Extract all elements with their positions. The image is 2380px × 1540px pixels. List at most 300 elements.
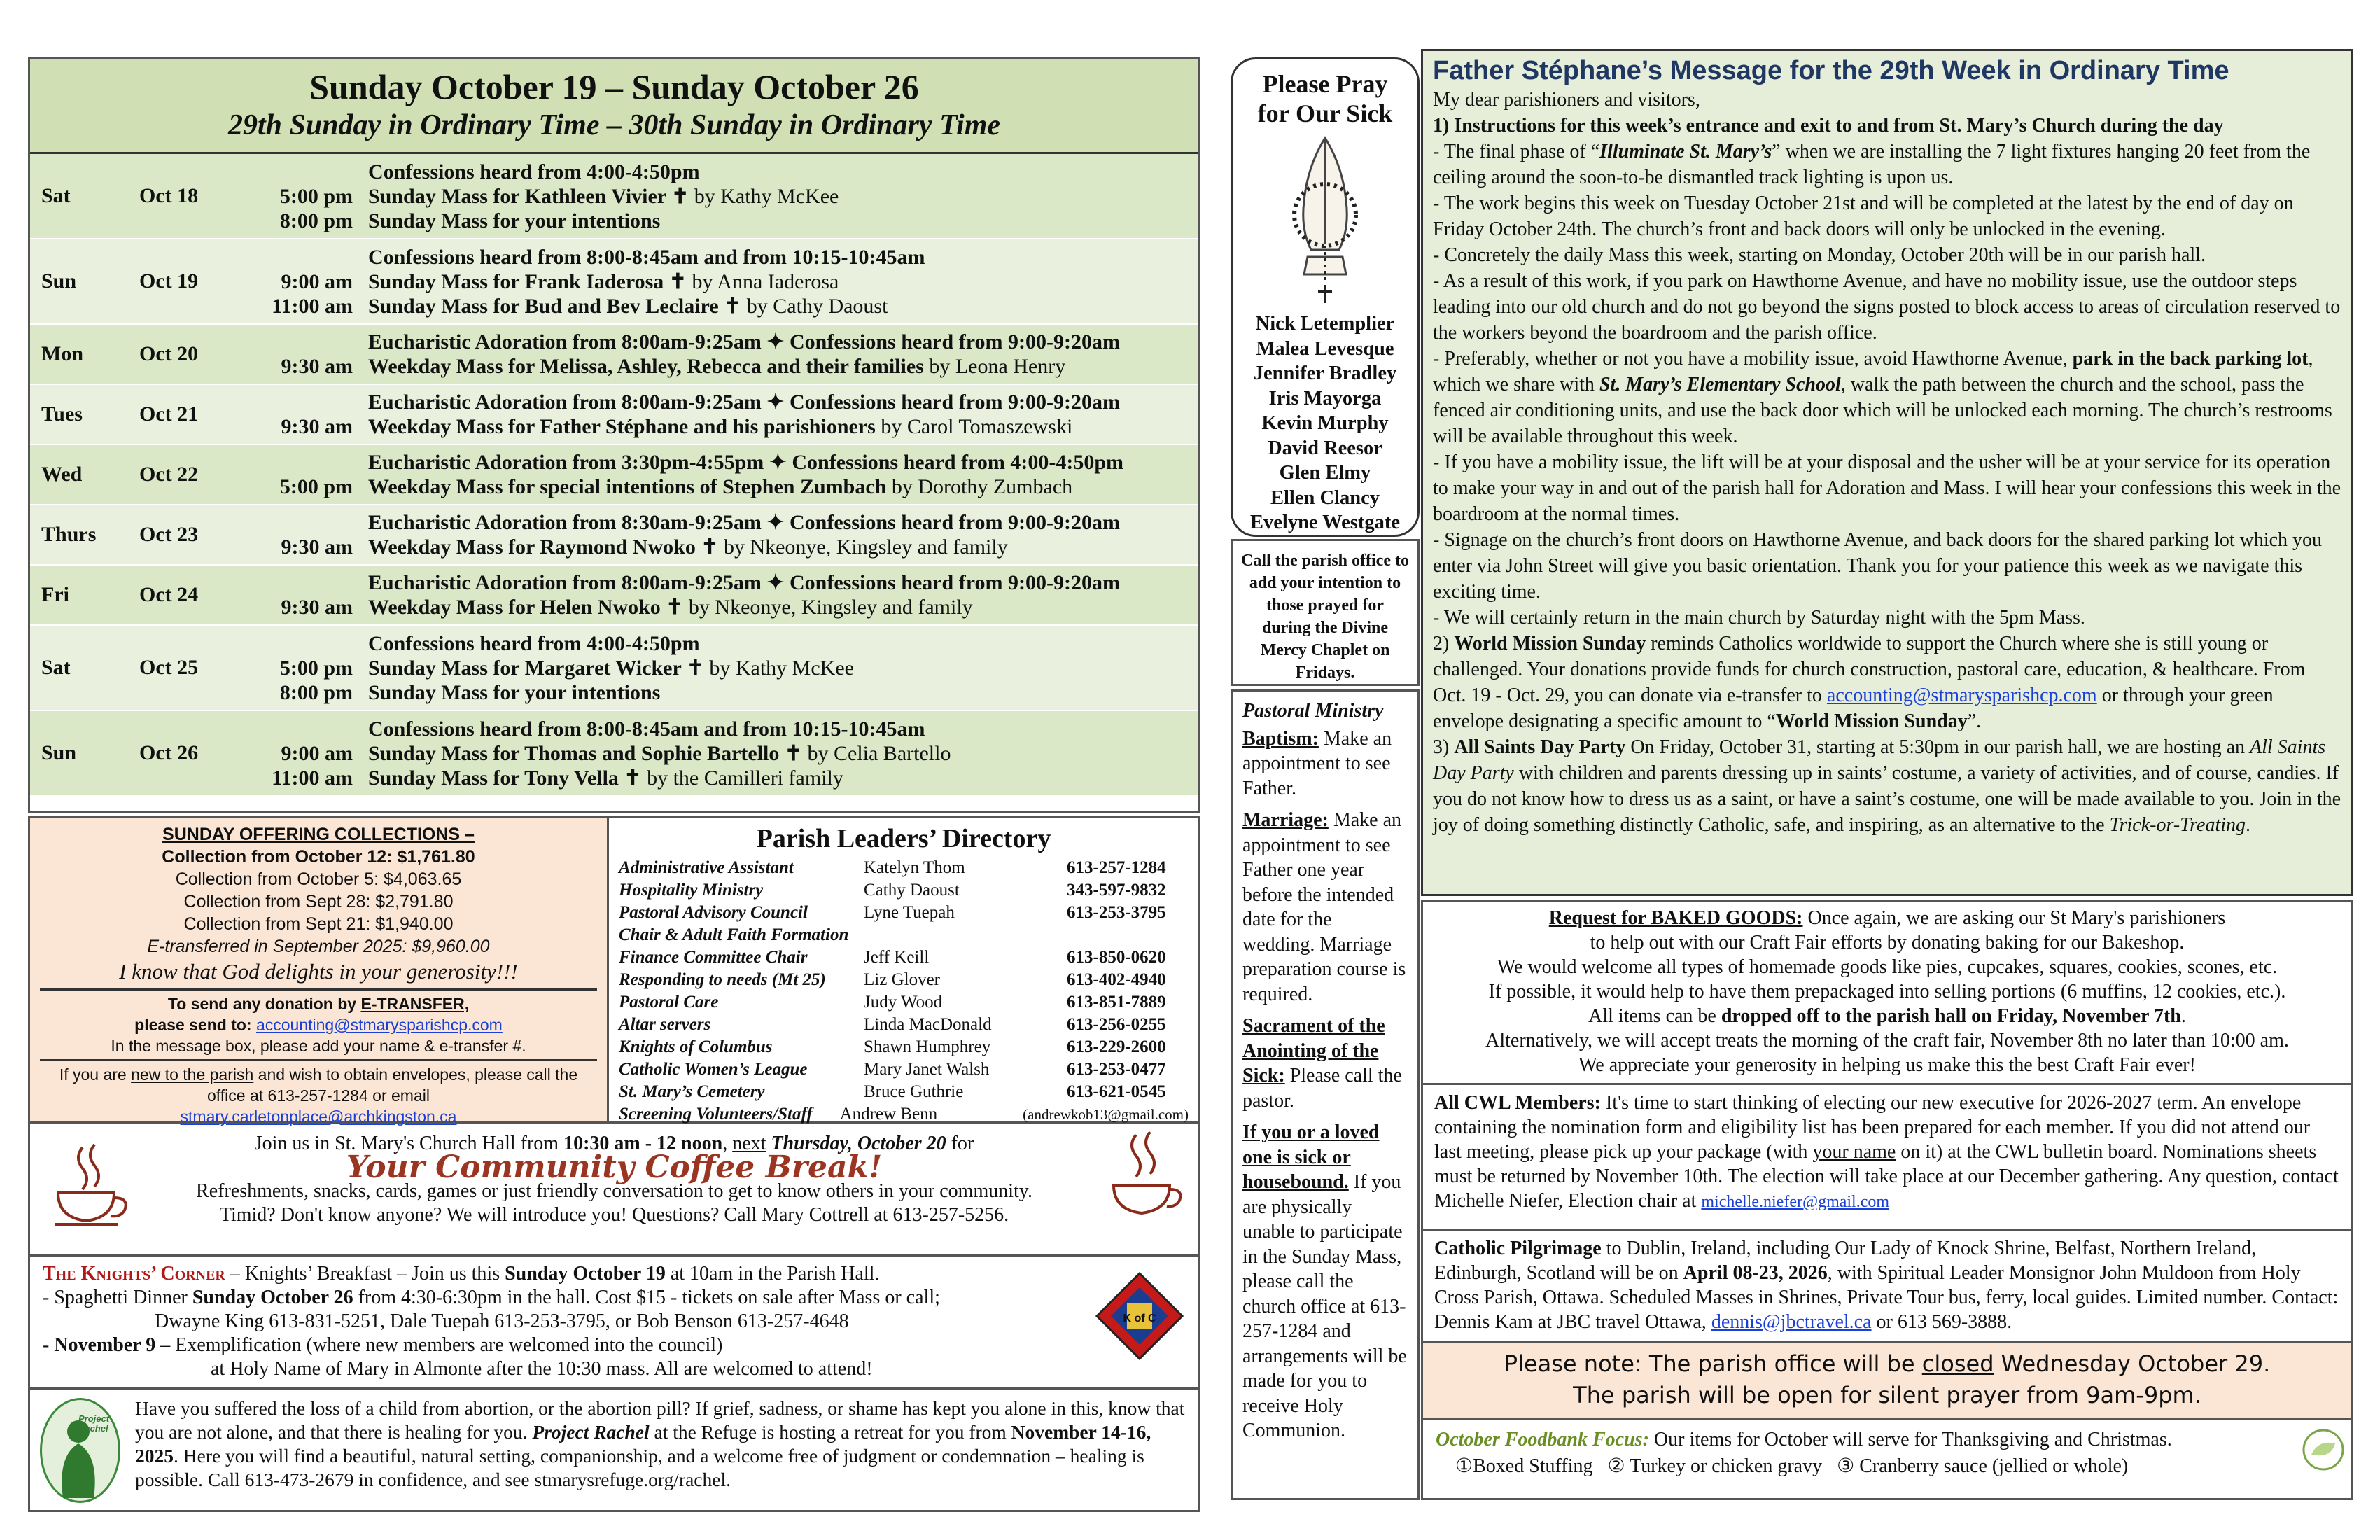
schedule-line [368, 631, 1198, 656]
schedule-line-text: Weekday Mass for Father Stéphane and his parishioners [368, 415, 876, 438]
schedule-day: Thurs [41, 523, 97, 546]
schedule-times [241, 510, 368, 559]
schedule-lines [368, 631, 1198, 705]
schedule-line-by: by Dorothy Zumbach [886, 475, 1073, 498]
knights-line-1 [43, 1262, 1186, 1286]
text: The church’s front and back doors will only be unlocked in the evening. [1601, 218, 2166, 240]
pilgrimage-heading: Catholic Pilgrimage [1434, 1238, 1602, 1259]
schedule-line [368, 294, 1198, 318]
schedule-row [30, 385, 1198, 445]
directory-phone: 613-229-2600 [1067, 1037, 1166, 1056]
schedule-line [368, 330, 1198, 354]
schedule-row [30, 711, 1198, 797]
schedule-line-text: Sunday Mass for your intentions [368, 680, 661, 704]
directory-role: Responding to needs (Mt 25) [619, 970, 826, 989]
mass-time: 5:00 pm [279, 184, 353, 208]
sick-name: Nick Letemplier [1255, 313, 1395, 335]
schedule-line-by: by Nkeonye, Kingsley and family [683, 596, 973, 619]
directory-row [619, 924, 1189, 946]
text: – Exemplification (where new members are welcomed into the council) [155, 1334, 723, 1356]
date-text: April 08-23, 2026 [1683, 1262, 1828, 1284]
schedule-line-text: Sunday Mass for your intentions [368, 209, 661, 232]
knights-title: The Knights’ Corner [43, 1263, 225, 1284]
directory-person [864, 924, 1067, 946]
schedule-date: Oct 23 [139, 523, 199, 546]
schedule-row [30, 626, 1198, 711]
food-items [1436, 1453, 2339, 1480]
schedule-line [368, 595, 1198, 620]
mass-time: 9:30 am [281, 415, 353, 438]
new-parishioner-info [30, 1064, 607, 1127]
schedule-line [368, 656, 1198, 680]
schedule-day: Fri [41, 583, 69, 606]
text: - The work begins this week on Tuesday October 21st and will be completed at the latest by the end of day on Friday October 24th. [1433, 192, 2294, 240]
schedule-date: Oct 22 [139, 463, 199, 486]
directory-person: Mary Janet Walsh [864, 1060, 990, 1079]
greeting: My dear parishioners and visitors, [1433, 89, 1700, 111]
anointing-info [1242, 1014, 1408, 1113]
schedule-times [241, 450, 368, 499]
schedule-lines [368, 245, 1198, 318]
directory-row [619, 1036, 1189, 1058]
schedule-day: Mon [41, 342, 83, 365]
schedule-times [241, 330, 368, 379]
sick-names-list [1233, 312, 1418, 536]
text: Make an appointment to see Father one year before the intended date for the wedding. Marriage preparation course is required. [1242, 809, 1406, 1005]
schedule-line [368, 245, 1198, 270]
baked-line: If possible, it would help to have them prepackaged into selling portions (6 muffins, 12 cookies, etc.). [1488, 981, 2286, 1002]
donate-text: To send any donation by [167, 995, 361, 1013]
sick-name: David Reesor [1268, 437, 1382, 459]
directory-role: Pastoral Advisory Council [619, 903, 808, 922]
schedule-line-text: Eucharistic Adoration from 8:30am-9:25am ✦ Confessions heard from 9:00-9:20am [368, 511, 1120, 534]
schedule-line [368, 680, 1198, 705]
schedule-line [368, 766, 1198, 790]
schedule-date: Oct 25 [139, 656, 199, 679]
schedule-line-text: Weekday Mass for special intentions of Stephen Zumbach [368, 475, 887, 498]
marriage-heading: Marriage: [1242, 809, 1329, 831]
schedule-line-text: Eucharistic Adoration from 8:00am-9:25am ✦ Confessions heard from 9:00-9:20am [368, 330, 1120, 354]
accounting-email-link[interactable]: accounting@stmarysparishcp.com [1826, 685, 2097, 706]
offering-collections [28, 816, 609, 1124]
schedule-day: Sun [41, 741, 77, 764]
text: - [43, 1334, 55, 1356]
schedule-lines [368, 510, 1198, 559]
directory-row [619, 879, 1189, 902]
schedule-line-by: by Cathy Daoust [741, 294, 888, 318]
collection-etransfer: E-transferred in September 2025: $9,960.00 [147, 937, 490, 956]
schedule-times [241, 631, 368, 705]
mass-time: 9:30 am [281, 355, 353, 378]
text: St. Mary’s Elementary School [1599, 374, 1841, 396]
sick-name: Iris Mayorga [1268, 387, 1382, 410]
mass-schedule [28, 57, 1200, 813]
text: . [2246, 814, 2251, 836]
mass-time: 5:00 pm [279, 656, 353, 680]
directory-role: Pastoral Care [619, 993, 719, 1011]
schedule-times [241, 245, 368, 318]
schedule-lines [368, 330, 1198, 379]
directory-role: Administrative Assistant [619, 858, 794, 877]
project-rachel-logo-icon [40, 1398, 120, 1503]
sick-name: Evelyne Westgate [1250, 512, 1400, 533]
schedule-row [30, 325, 1198, 385]
text: at 10am in the Parish Hall. [665, 1263, 880, 1284]
date-text: November 9 [54, 1334, 156, 1356]
divine-mercy-notice: Call the parish office to add your intention to those prayed for during the Divine Mercy Chaplet on Fridays. [1231, 539, 1420, 686]
donate-email-link[interactable]: accounting@stmarysparishcp.com [255, 1016, 503, 1034]
donate-text: please send to: [134, 1016, 256, 1034]
text: your name [1812, 1141, 1896, 1163]
schedule-times [241, 390, 368, 439]
divider [40, 988, 597, 990]
schedule-row [30, 505, 1198, 566]
sick-name: Kevin Murphy [1261, 412, 1389, 434]
directory-person: Lyne Tuepah [864, 903, 955, 922]
schedule-day: Sat [41, 184, 71, 207]
schedule-line-by: by Carol Tomaszewski [875, 415, 1073, 438]
directory-role: Chair & Adult Faith Formation [619, 925, 849, 944]
directory-person: Shawn Humphrey [864, 1037, 991, 1056]
father-message [1421, 49, 2353, 896]
marriage-info [1242, 808, 1408, 1007]
mass-time: 9:00 am [281, 741, 353, 765]
text: from 4:30-6:30pm in the hall. Cost $15 - tickets on sale after Mass or call; [353, 1287, 940, 1308]
text: . [2180, 1005, 2186, 1027]
foodbank-logo-icon [2302, 1428, 2345, 1471]
mass-time: 8:00 pm [279, 209, 353, 232]
mass-time: 9:00 am [281, 270, 353, 293]
schedule-rows [30, 154, 1198, 797]
text: Join us in St. Mary's Church Hall from [254, 1133, 564, 1154]
schedule-line [368, 414, 1198, 439]
text: . Here you will find a beautiful, natural setting, companionship, and a welcome free of judgment or condemnation – healing is possible. Call 613-473-2679 in confidence, and see stmarysrefuge.org/rachel. [135, 1445, 1144, 1490]
schedule-line-by: by the Camilleri family [641, 766, 844, 790]
schedule-date: Oct 21 [139, 402, 199, 426]
text: If you are physically unable to participate in the Sunday Mass, please call the church office at 613-257-1284 and arrangements will be made for you to receive Holy Communion. [1242, 1171, 1407, 1441]
message-paragraph [1433, 139, 2342, 190]
text: to Dublin, Ireland, including Our Lady of Knock Shrine, Belfast, Northern Ireland, Edinburgh, Scotland will be on [1434, 1238, 2257, 1284]
praying-hands-rosary-icon [1276, 131, 1374, 306]
schedule-row [30, 154, 1198, 239]
donate-etransfer: E-TRANSFER, [360, 995, 470, 1013]
schedule-line-by: by Leona Henry [923, 355, 1066, 378]
time-text: 10:30 am - 12 noon [564, 1133, 723, 1154]
mass-time: 11:00 am [272, 294, 353, 318]
schedule-row [30, 445, 1198, 505]
schedule-line-text: Weekday Mass for Helen Nwoko ✝ [368, 596, 684, 619]
schedule-date: Oct 18 [139, 184, 199, 207]
instructions-heading: 1) Instructions for this week’s entrance and exit to and from St. Mary’s Church during the day [1433, 115, 2224, 136]
directory-role: Catholic Women’s League [619, 1060, 808, 1079]
project-rachel-text: Project Rachel [532, 1421, 650, 1443]
mass-time: 8:00 pm [279, 680, 353, 704]
food-title: October Foodbank Focus: [1436, 1429, 1649, 1450]
date-text: November 14-16, 2025 [135, 1421, 1152, 1466]
cwl-heading: All CWL Members: [1434, 1092, 1601, 1114]
schedule-line-text: Sunday Mass for Margaret Wicker ✝ [368, 656, 704, 680]
text: Once again, we are asking our St Mary's parishioners [1802, 907, 2226, 929]
coffee-cup-icon [51, 1140, 135, 1231]
baked-line: We would welcome all types of homemade goods like pies, cupcakes, squares, cookies, scones, etc. [1497, 956, 2278, 978]
directory-phone: 613-253-3795 [1067, 903, 1166, 922]
directory-phone: 613-402-4940 [1067, 970, 1166, 989]
text: - The final phase of “ [1433, 141, 1600, 162]
collection-line: Collection from Sept 28: $2,791.80 [183, 892, 454, 911]
message-paragraph: - We will certainly return in the main church by Saturday night with the 5pm Mass. [1433, 607, 2085, 629]
schedule-line-by: by Kathy McKee [704, 656, 854, 680]
directory-title: Parish Leaders’ Directory [756, 824, 1051, 853]
schedule-times [241, 717, 368, 790]
directory-person: Linda MacDonald [864, 1015, 992, 1034]
schedule-day: Sat [41, 656, 71, 679]
date-text: Sunday October 19 [505, 1263, 666, 1284]
directory-row [619, 857, 1189, 879]
directory-phone: 613-257-1284 [1067, 858, 1166, 877]
knights-corner [28, 1256, 1200, 1390]
directory-row [619, 1103, 1189, 1126]
schedule-line [368, 475, 1198, 499]
schedule-line-by: by Kathy McKee [689, 184, 839, 208]
baked-line: to help out with our Craft Fair efforts by donating baking for our Bakeshop. [1590, 932, 2185, 953]
food-item: ①Boxed Stuffing [1455, 1455, 1593, 1477]
pilgrimage-email-link[interactable]: dennis@jbctravel.ca [1711, 1311, 1872, 1333]
directory-phone: 613-850-0620 [1067, 948, 1166, 967]
message-paragraph [1433, 346, 2342, 449]
text: 2) [1433, 633, 1455, 654]
directory-phone: 613-253-0477 [1067, 1060, 1166, 1079]
schedule-row [30, 239, 1198, 325]
schedule-line [368, 270, 1198, 294]
schedule-line [368, 450, 1198, 475]
schedule-line-by: by Anna Iaderosa [686, 270, 839, 293]
message-paragraph [1433, 631, 2342, 734]
text: ” when we are installing the 7 light fixtures hanging 20 feet from the ceiling around the soon-to-be dismantled track lighting is upon us. [1433, 141, 2311, 188]
schedule-line [368, 160, 1198, 184]
coffee-break-notice [28, 1124, 1200, 1256]
schedule-line-text: Confessions heard from 4:00-4:50pm [368, 160, 700, 183]
schedule-line [368, 741, 1198, 766]
schedule-header [30, 59, 1198, 154]
directory-person: Andrew Benn [839, 1105, 938, 1124]
text: dropped off to the parish hall on Friday, November 7th [1721, 1005, 2181, 1027]
sick-info [1242, 1120, 1408, 1443]
schedule-date: Oct 20 [139, 342, 199, 365]
schedule-lines [368, 450, 1198, 499]
message-paragraph: - Signage on the church’s front doors on Hawthorne Avenue, and back doors for the shared parking lot which you enter via John Street will give you basic orientation. Thank you for your patience this week as we navigate this exciting time. [1433, 529, 2323, 603]
food-line-1 [1436, 1427, 2339, 1453]
knights-line-4 [43, 1334, 1186, 1357]
pray-title: Please Pray for Our Sick [1257, 70, 1393, 127]
text: Our items for October will serve for Thanksgiving and Christmas. [1648, 1429, 2172, 1450]
directory-row [619, 1058, 1189, 1081]
schedule-lines [368, 390, 1198, 439]
foodbank-focus [1421, 1420, 2353, 1500]
text: closed [1921, 1350, 1994, 1377]
schedule-line-text: Sunday Mass for Bud and Bev Leclaire ✝ [368, 294, 742, 318]
message-paragraph: - If you have a mobility issue, the lift will be at your disposal and the usher will be at your service for its operation to make your way in and out of the parish hall for Adoration and Mass. I will hear your confessions this week in the boardroom at the normal times. [1433, 451, 2342, 525]
text: Please call the pastor. [1242, 1065, 1402, 1112]
baked-line [1423, 906, 2351, 930]
directory-role: Hospitality Ministry [619, 881, 764, 899]
schedule-line [368, 570, 1198, 595]
schedule-line-text: Confessions heard from 8:00-8:45am and from 10:15-10:45am [368, 245, 925, 269]
office-closed-note [1421, 1343, 2353, 1420]
parish-leaders-directory [609, 816, 1200, 1124]
schedule-date: Oct 26 [139, 741, 199, 764]
donation-instructions [30, 993, 607, 1056]
note-line [1423, 1348, 2351, 1380]
text: Illuminate St. Mary’s [1600, 141, 1772, 162]
baptism-info [1242, 727, 1408, 802]
baked-goods-request [1421, 899, 2353, 1085]
schedule-row [30, 566, 1198, 626]
schedule-date: Oct 19 [139, 270, 199, 293]
text: 3) [1433, 736, 1455, 758]
text: or 613 569-3888. [1871, 1311, 2012, 1333]
directory-person: Cathy Daoust [864, 881, 960, 899]
food-item: ② Turkey or chicken gravy [1607, 1455, 1823, 1477]
new-text: and wish to obtain envelopes, please call the office at 613-257-1284 or email [207, 1065, 578, 1105]
directory-person: Judy Wood [864, 993, 943, 1011]
office-email-link[interactable]: stmary.carletonplace@archkingston.ca [180, 1107, 457, 1126]
date-text: Thursday, October 20 [771, 1133, 946, 1154]
text: with children and parents dressing up in saints’ costume, a variety of activities, and of course, candies. If you do not know how to dress us as a saint, or have a saint’s costume, one will be made available to you. Join in the joy of doing something distinctly Catholic, safe, and inspiring, as an alternative to the [1433, 762, 2342, 836]
text: The church’s restrooms will be available throughout this week. [1433, 400, 2332, 447]
schedule-title: Sunday October 19 – Sunday October 26 [309, 67, 919, 106]
schedule-line [368, 209, 1198, 233]
directory-row [619, 991, 1189, 1014]
schedule-line-text: Eucharistic Adoration from 8:00am-9:25am ✦ Confessions heard from 9:00-9:20am [368, 571, 1120, 594]
pastoral-ministry [1231, 690, 1420, 1500]
anointing-heading: Sacrament of the Anointing of the Sick: [1242, 1015, 1385, 1086]
baked-line: Alternatively, we will accept treats the morning of the craft fair, November 8th no later than 10:00 am. [1485, 1030, 2289, 1051]
schedule-day: Tues [41, 402, 83, 426]
message-paragraph: - Concretely the daily Mass this week, starting on Monday, October 20th will be in our parish hall. [1433, 244, 2206, 266]
sick-name: Jennifer Bradley [1253, 363, 1397, 384]
sick-heading: If you or a loved one is sick or housebound. [1242, 1121, 1380, 1193]
mass-time: 11:00 am [272, 766, 353, 790]
baked-line: We appreciate your generosity in helping us make this the best Craft Fair ever! [1578, 1054, 2196, 1076]
directory-role: Screening Volunteers/Staff [619, 1105, 813, 1124]
schedule-line-text: Sunday Mass for Tony Vella ✝ [368, 766, 642, 790]
mass-time: 5:00 pm [279, 475, 353, 498]
schedule-subtitle: 29th Sunday in Ordinary Time – 30th Sunday in Ordinary Time [227, 109, 1001, 141]
project-rachel-notice [28, 1390, 1200, 1512]
directory-person: Jeff Keill [864, 948, 930, 967]
schedule-times [241, 570, 368, 620]
schedule-line [368, 717, 1198, 741]
schedule-day: Wed [41, 463, 83, 486]
text: next [732, 1133, 766, 1154]
food-item: ③ Cranberry sauce (jellied or whole) [1837, 1455, 2129, 1477]
father-message-title: Father Stéphane’s Message for the 29th Week in Ordinary Time [1433, 56, 2230, 85]
schedule-lines [368, 570, 1198, 620]
text: – Knights’ Breakfast – Join us this [225, 1263, 505, 1284]
note-line: The parish will be open for silent prayer from 9am-9pm. [1573, 1382, 2202, 1408]
directory-role: Finance Committee Chair [619, 948, 808, 967]
rachel-logo-text: Project Rachel [78, 1413, 110, 1434]
schedule-line-text: Sunday Mass for Thomas and Sophie Bartello ✝ [368, 741, 802, 765]
text: , walk the path between the church and the school, pass the fenced air conditioning units, and use the back door which will be unlocked each morning. [1433, 374, 2304, 421]
schedule-line-text: Sunday Mass for Frank Iaderosa ✝ [368, 270, 687, 293]
text: All Saints Day Party [1433, 736, 2326, 784]
schedule-line [368, 354, 1198, 379]
text: at the Refuge is hosting a retreat for you from [649, 1421, 1011, 1443]
schedule-line-by: by Nkeonye, Kingsley and family [718, 536, 1008, 559]
collections-heading: SUNDAY OFFERING COLLECTIONS – [162, 825, 475, 844]
coffee-line-2: Refreshments, snacks, cards, games or just friendly conversation to get to know others in your community. [196, 1180, 1032, 1202]
text: Make an appointment to see Father. [1242, 727, 1392, 799]
schedule-line [368, 184, 1198, 209]
directory-row [619, 969, 1189, 991]
text: - Spaghetti Dinner [43, 1287, 192, 1308]
directory-row [619, 1014, 1189, 1036]
directory-person: Liz Glover [864, 970, 940, 989]
collections-quote: I know that God delights in your generosity!!! [119, 959, 518, 983]
directory-row [619, 902, 1189, 924]
cwl-email-link[interactable]: michelle.niefer@gmail.com [1701, 1193, 1890, 1211]
knights-line-3: Dwayne King 613-831-5251, Dale Tuepah 613-253-3795, or Bob Benson 613-257-4648 [155, 1310, 849, 1332]
baked-line [1423, 1004, 2351, 1028]
text: for [946, 1133, 974, 1154]
schedule-line-text: Eucharistic Adoration from 3:30pm-4:55pm ✦ Confessions heard from 4:00-4:50pm [368, 451, 1124, 474]
sick-name: Glen Elmy [1279, 462, 1371, 484]
cwl-notice [1421, 1085, 2353, 1231]
directory-role: Knights of Columbus [619, 1037, 773, 1056]
baked-heading: Request for BAKED GOODS: [1548, 907, 1803, 929]
directory-phone: 613-851-7889 [1067, 993, 1166, 1011]
directory-phone: 343-597-9832 [1067, 881, 1166, 899]
directory-phone: 613-621-0545 [1067, 1082, 1166, 1101]
new-text: If you are [59, 1065, 132, 1084]
mass-time: 9:30 am [281, 596, 353, 619]
text: ”. [1967, 710, 1982, 732]
coffee-title: Your Community Coffee Break! [346, 1149, 883, 1185]
message-paragraph [1433, 734, 2342, 838]
schedule-line [368, 535, 1198, 559]
directory-row [619, 946, 1189, 969]
collection-line: Collection from Sept 21: $1,940.00 [183, 914, 454, 934]
text: , with Spiritual Leader Monsignor John Muldoon from Holy Cross Parish, Ottawa. Scheduled Masses in Shrines, Private Tour bus, ferry, local guides. Limited number. Contact: Dennis Kam at JBC travel Ottawa, [1434, 1262, 2339, 1333]
text: All items can be [1588, 1005, 1721, 1027]
schedule-line-text: Weekday Mass for Raymond Nwoko ✝ [368, 536, 719, 559]
directory-row [619, 1081, 1189, 1103]
new-to-parish-text: new to the parish [131, 1065, 254, 1084]
directory-phone: 613-256-0255 [1067, 1015, 1166, 1034]
coffee-cup-icon [1108, 1129, 1185, 1227]
knights-line-2 [43, 1286, 1186, 1310]
baptism-heading: Baptism: [1242, 727, 1319, 750]
text: on it) at the CWL bulletin board. Nominations sheets must be returned by November 10th. The election will take place at our December gathering. Any question, contact Michelle Niefer, Election chair at [1434, 1141, 2339, 1212]
text: Trick-or-Treating [2109, 814, 2246, 836]
message-paragraph [1433, 190, 2342, 242]
text: - Preferably, whether or not you have a mobility issue, avoid Hawthorne Avenue, [1433, 348, 2073, 370]
text: park in the back parking lot [2072, 348, 2309, 370]
collection-oct12: Collection from October 12: $1,761.80 [162, 847, 475, 867]
schedule-times [241, 160, 368, 233]
schedule-line-text: Confessions heard from 4:00-4:50pm [368, 631, 700, 655]
schedule-lines [368, 160, 1198, 233]
donate-text: In the message box, please add your name & e-transfer #. [111, 1037, 526, 1055]
schedule-line-text: Weekday Mass for Melissa, Ashley, Rebecca and their families [368, 355, 924, 378]
text: or through your green envelope designating a specific amount to “ [1433, 685, 2274, 732]
schedule-line-by: by Celia Bartello [802, 741, 951, 765]
text: , which we share with [1433, 348, 2314, 396]
schedule-line-text: Confessions heard from 8:00-8:45am and from 10:15-10:45am [368, 717, 925, 741]
schedule-date: Oct 24 [139, 583, 199, 606]
pray-for-sick [1231, 57, 1420, 537]
